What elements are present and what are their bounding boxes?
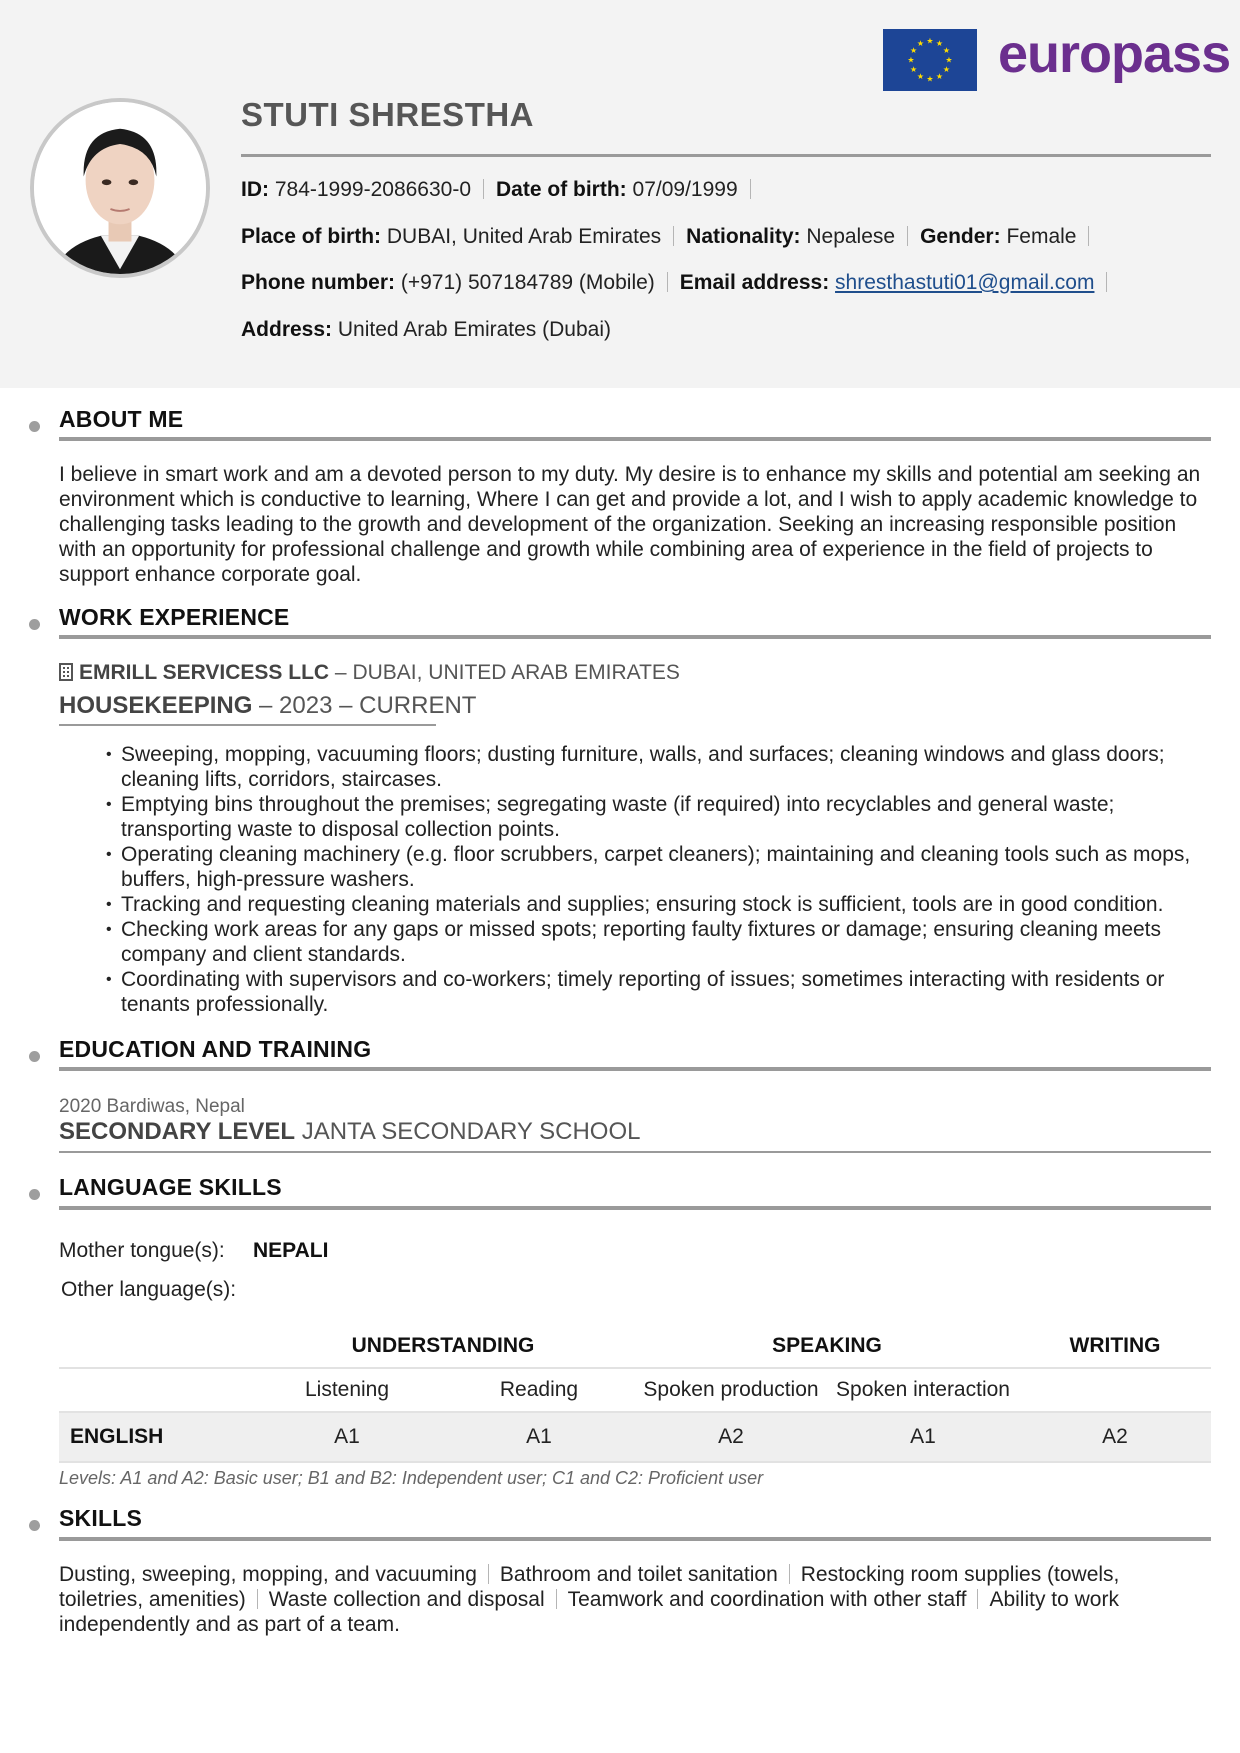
level-writing: A2 <box>1102 1425 1128 1448</box>
section-title-about: ABOUT ME <box>59 406 184 432</box>
separator <box>483 179 484 199</box>
nationality-label: Nationality: <box>686 225 801 248</box>
star-icon: ★ <box>907 55 915 65</box>
dob-value: 07/09/1999 <box>632 178 738 201</box>
separator <box>1106 272 1107 292</box>
level-listening: A1 <box>334 1425 360 1448</box>
section-divider <box>59 437 1211 441</box>
section-title-education: EDUCATION AND TRAINING <box>59 1036 372 1062</box>
info-line-3 <box>241 271 1119 295</box>
employer-line <box>59 661 680 685</box>
separator <box>789 1564 790 1584</box>
star-icon: ★ <box>926 74 934 84</box>
language-name: ENGLISH <box>70 1425 164 1448</box>
education-school: JANTA SECONDARY SCHOOL <box>295 1118 641 1145</box>
table-row <box>59 1413 1211 1461</box>
star-icon: ★ <box>945 55 953 65</box>
skill-item: Restocking room supplies (towels, toiletries, amenities) <box>59 1563 1120 1611</box>
job-role: HOUSEKEEPING <box>59 692 253 719</box>
star-icon: ★ <box>935 71 944 81</box>
list-item: • Emptying bins throughout the premises; segregating waste (if required) into recyclables and general waste; transporting waste to disposal collection points. <box>106 792 1212 842</box>
job-divider <box>59 724 436 726</box>
separator <box>667 272 668 292</box>
section-title-work: WORK EXPERIENCE <box>59 604 290 630</box>
separator <box>488 1564 489 1584</box>
info-line-2 <box>241 225 1101 249</box>
skill-item: Waste collection and disposal <box>268 1588 545 1611</box>
star-icon: ★ <box>935 39 944 49</box>
id-value: 784-1999-2086630-0 <box>274 178 472 201</box>
table-sub-header-row <box>59 1369 1211 1411</box>
levels-note: Levels: A1 and A2: Basic user; B1 and B2: Independent user; C1 and C2: Proficient user <box>59 1468 764 1488</box>
skills-list <box>59 1562 1209 1637</box>
list-item: • Tracking and requesting cleaning materials and supplies; ensuring stock is sufficient, tools are in good condition. <box>106 892 1212 917</box>
name-divider <box>241 154 1211 157</box>
info-line-4 <box>241 318 611 342</box>
list-item: • Sweeping, mopping, vacuuming floors; dusting furniture, walls, and surfaces; cleaning windows and glass doors; cleaning lifts, corridors, staircases. <box>106 742 1212 792</box>
section-divider <box>59 1206 1211 1210</box>
job-duties-list <box>106 742 1212 1017</box>
email-label: Email address: <box>679 271 830 294</box>
header-listening: Listening <box>304 1378 390 1401</box>
eu-flag-logo <box>883 29 977 91</box>
nationality-value: Nepalese <box>806 225 896 248</box>
star-icon: ★ <box>909 46 918 55</box>
address-label: Address: <box>241 318 333 341</box>
separator <box>907 226 908 246</box>
section-title-skills: SKILLS <box>59 1505 142 1531</box>
section-bullet-icon <box>29 1189 40 1200</box>
mother-tongue-label: Mother tongue(s): <box>59 1239 225 1262</box>
job-period: – 2023 – CURRENT <box>252 692 477 719</box>
header-writing: WRITING <box>1069 1334 1161 1357</box>
list-item: • Coordinating with supervisors and co-workers; timely reporting of issues; sometimes interacting with residents or tenants professionally. <box>106 967 1212 1017</box>
education-title <box>59 1118 640 1146</box>
table-group-header-row <box>59 1325 1211 1367</box>
star-icon: ★ <box>942 46 951 55</box>
pob-value: DUBAI, United Arab Emirates <box>386 225 662 248</box>
candidate-name: STUTI SHRESTHA <box>241 96 535 133</box>
star-icon: ★ <box>942 65 951 74</box>
education-meta: 2020 Bardiwas, Nepal <box>59 1096 245 1117</box>
separator <box>977 1589 978 1609</box>
separator <box>673 226 674 246</box>
skill-item: Bathroom and toilet sanitation <box>499 1563 778 1586</box>
skill-item: Teamwork and coordination with other staff <box>567 1588 967 1611</box>
section-title-languages: LANGUAGE SKILLS <box>59 1174 282 1200</box>
header-speaking: SPEAKING <box>772 1334 882 1357</box>
employer-location: – DUBAI, UNITED ARAB EMIRATES <box>329 661 680 684</box>
separator <box>556 1589 557 1609</box>
separator <box>257 1589 258 1609</box>
section-bullet-icon <box>29 1051 40 1062</box>
mother-tongue-value: NEPALI <box>253 1239 329 1262</box>
pob-label: Place of birth: <box>241 225 382 248</box>
education-divider <box>59 1151 1211 1153</box>
education-level: SECONDARY LEVEL <box>59 1118 296 1145</box>
employer-name: EMRILL SERVICESS LLC <box>79 661 330 684</box>
section-divider <box>59 1067 1211 1071</box>
level-spoken-interaction: A1 <box>910 1425 936 1448</box>
star-icon: ★ <box>916 39 925 49</box>
list-item: • Operating cleaning machinery (e.g. floor scrubbers, carpet cleaners); maintaining and cleaning tools such as mops, buffers, high-pressure washers. <box>106 842 1212 892</box>
section-bullet-icon <box>29 421 40 432</box>
header <box>0 0 1240 388</box>
separator <box>1088 226 1089 246</box>
job-title-line <box>59 692 476 720</box>
section-bullet-icon <box>29 619 40 630</box>
section-bullet-icon <box>29 1520 40 1531</box>
id-label: ID: <box>241 178 269 201</box>
phone-label: Phone number: <box>241 271 396 294</box>
language-table <box>59 1325 1211 1463</box>
building-icon <box>59 663 73 681</box>
email-link[interactable]: shresthastuti01@gmail.com <box>835 271 1095 294</box>
table-divider <box>59 1461 1211 1463</box>
europass-logo: europass <box>998 24 1231 84</box>
dob-label: Date of birth: <box>496 178 627 201</box>
header-spoken-interaction: Spoken interaction <box>836 1378 1010 1401</box>
phone-value: (+971) 507184789 (Mobile) <box>400 271 655 294</box>
address-value: United Arab Emirates (Dubai) <box>337 318 611 341</box>
gender-value: Female <box>1006 225 1077 248</box>
header-reading: Reading <box>499 1378 579 1401</box>
skill-item: Dusting, sweeping, mopping, and vacuuming <box>59 1563 477 1586</box>
star-icon: ★ <box>916 71 925 81</box>
about-text: I believe in smart work and am a devoted person to my duty. My desire is to enhance my skills and potential am seeking an environment which is conductive to learning, Where I can get and provide a lot, and I wish to apply academic knowledge to challenging tasks leading to the growth and development of the organization. Seeking an increasing responsible position with an opportunity for professional challenge and growth while combining area of experience in the field of projects to support enhance corporate goal. <box>59 463 1201 586</box>
profile-photo <box>30 98 210 278</box>
header-understanding: UNDERSTANDING <box>351 1334 535 1357</box>
star-icon: ★ <box>909 65 918 74</box>
other-languages-label: Other language(s): <box>61 1278 237 1301</box>
section-divider <box>59 635 1211 639</box>
skill-item: Ability to work independently and as part of a team. <box>59 1588 1119 1636</box>
info-line-1 <box>241 178 763 202</box>
list-item: • Checking work areas for any gaps or missed spots; reporting faulty fixtures or damage; ensuring cleaning meets company and client standards. <box>106 917 1212 967</box>
section-divider <box>59 1537 1211 1541</box>
star-icon: ★ <box>926 36 934 46</box>
level-spoken-production: A2 <box>718 1425 744 1448</box>
header-spoken-production: Spoken production <box>643 1378 819 1401</box>
separator <box>750 179 751 199</box>
gender-label: Gender: <box>920 225 1001 248</box>
level-reading: A1 <box>526 1425 552 1448</box>
